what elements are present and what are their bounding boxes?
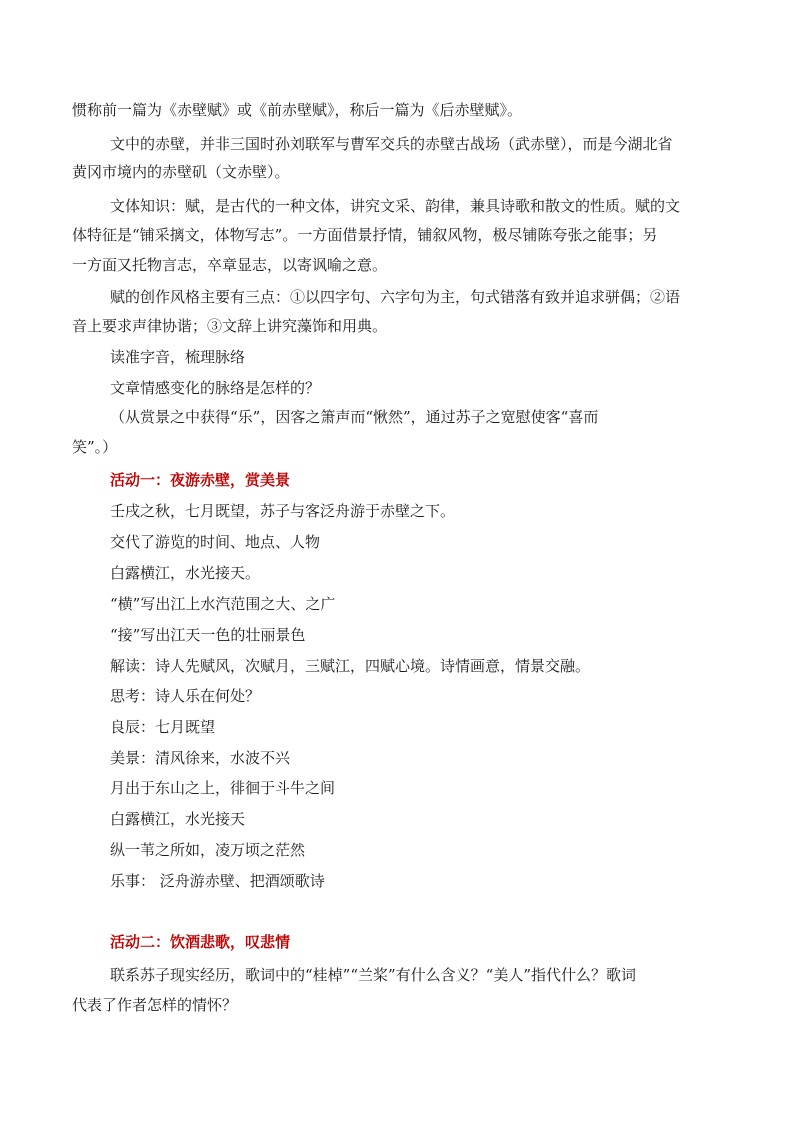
paragraph-line: 文体知识：赋，是古代的一种文体，讲究文采、韵律，兼具诗歌和散文的性质。赋的文: [110, 197, 681, 215]
paragraph-line: “横”写出江上水汽范围之大、之广: [110, 595, 336, 613]
paragraph-line: 文章情感变化的脉络是怎样的？: [110, 379, 321, 397]
paragraph-line: 白露横江，水光接天: [110, 810, 246, 828]
paragraph-line: 美景：清风徐来，水波不兴: [110, 749, 291, 767]
paragraph-line: （从赏景之中获得“乐”，因客之箫声而“愀然”，通过苏子之宽慰使客“喜而: [110, 408, 599, 426]
section-heading-activity-one: 活动一：夜游赤壁，赏美景: [110, 471, 291, 489]
paragraph-line: 一方面又托物言志，卒章显志，以寄讽喻之意。: [72, 256, 388, 274]
paragraph-line: 壬戌之秋，七月既望，苏子与客泛舟游于赤壁之下。: [110, 502, 456, 520]
paragraph-line: 文中的赤壁，并非三国时孙刘联军与曹军交兵的赤壁古战场（武赤壁），而是今湖北省: [110, 135, 673, 153]
paragraph-line: 赋的创作风格主要有三点：①以四字句、六字句为主，句式错落有致并追求骈偶；②语: [110, 288, 681, 306]
section-heading-activity-two: 活动二：饮酒悲歌，叹悲情: [110, 933, 291, 951]
paragraph-line: 体特征是“铺采摛文，体物写志”。一方面借景抒情，铺叙风物，极尽铺陈夸张之能事；另: [72, 226, 658, 244]
paragraph-line: 纵一苇之所如，凌万顷之茫然: [110, 841, 306, 859]
paragraph-line: 良辰：七月既望: [110, 718, 216, 736]
paragraph-line: 惯称前一篇为《赤壁赋》或《前赤壁赋》，称后一篇为《后赤壁赋》。: [72, 101, 523, 119]
paragraph-line: 代表了作者怎样的情怀？: [72, 996, 238, 1014]
paragraph-line: 思考：诗人乐在何处？: [110, 687, 261, 705]
paragraph-line: 联系苏子现实经历，歌词中的“桂棹”“兰桨”有什么含义？“美人”指代什么？歌词: [110, 966, 637, 984]
paragraph-line: 黄冈市境内的赤壁矶（文赤壁）。: [72, 163, 290, 181]
paragraph-line: 读准字音，梳理脉络: [110, 348, 246, 366]
paragraph-line: 音上要求声律协谐；③文辞上讲究藻饰和用典。: [72, 317, 388, 335]
paragraph-line: “接”写出江天一色的壮丽景色: [110, 626, 306, 644]
paragraph-line: 交代了游览的时间、地点、人物: [110, 533, 321, 551]
paragraph-line: 解读：诗人先赋风，次赋月，三赋江，四赋心境。诗情画意，情景交融。: [110, 657, 591, 675]
paragraph-line: 笑”。）: [72, 438, 118, 456]
paragraph-line: 乐事： 泛舟游赤壁、把酒颂歌诗: [110, 872, 325, 890]
paragraph-line: 白露横江，水光接天。: [110, 564, 261, 582]
paragraph-line: 月出于东山之上，徘徊于斗牛之间: [110, 779, 336, 797]
